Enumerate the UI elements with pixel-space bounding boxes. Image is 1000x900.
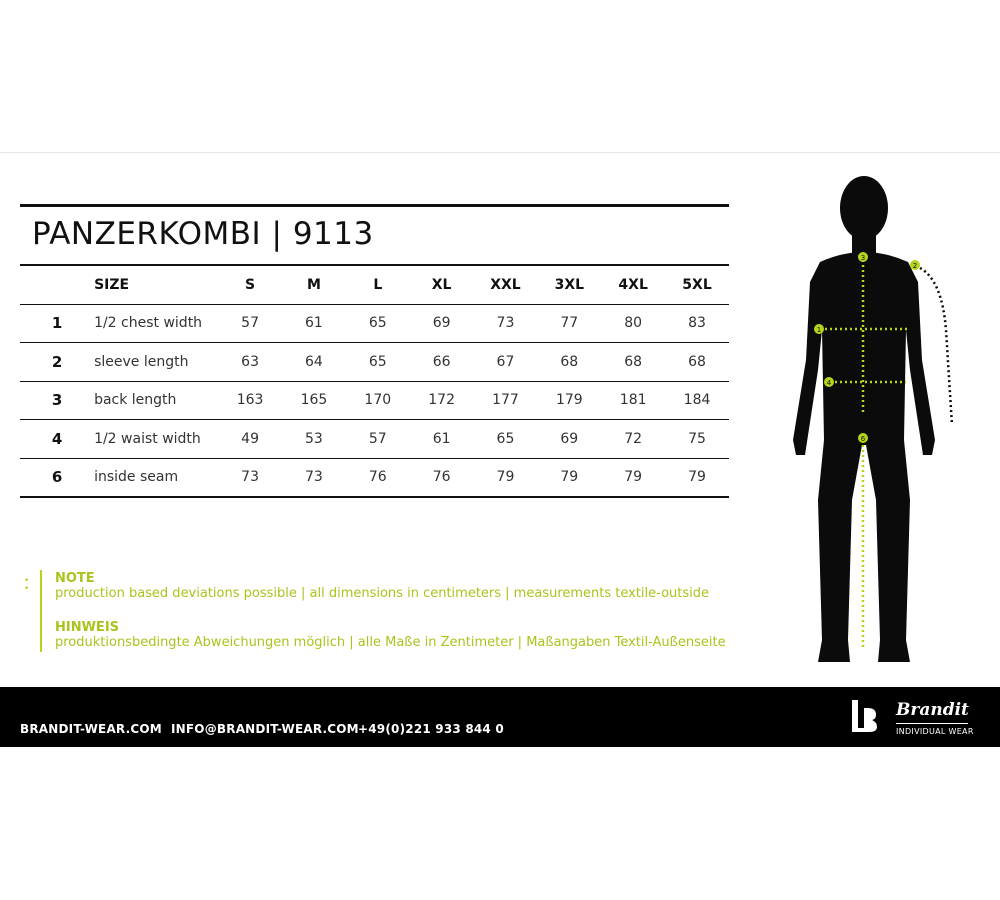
body-measurement-figure [760, 170, 980, 670]
marker-6-icon [858, 433, 868, 443]
row-label: back length [94, 381, 218, 420]
header-size: 3XL [537, 265, 601, 304]
table-cell: 73 [218, 458, 282, 497]
marker-label: 2 [912, 262, 918, 270]
row-label: 1/2 waist width [94, 420, 218, 459]
marker-label: 1 [816, 326, 822, 334]
table-cell: 49 [218, 420, 282, 459]
table-cell: 181 [601, 381, 665, 420]
table-cell: 165 [282, 381, 346, 420]
footer-phone: +49(0)221 933 844 0 [358, 722, 504, 736]
header-size: L [346, 265, 410, 304]
size-table [20, 264, 729, 498]
table-cell: 72 [601, 420, 665, 459]
table-cell: 79 [601, 458, 665, 497]
body-silhouette [793, 176, 935, 662]
table-cell: 57 [346, 420, 410, 459]
note-dots-icon: • • [24, 576, 30, 594]
note-accent-bar [40, 570, 42, 652]
table-row [20, 420, 729, 459]
header-size: 5XL [665, 265, 729, 304]
brand-logo-subtitle: INDIVIDUAL WEAR [896, 727, 974, 736]
page-title: PANZERKOMBI | 9113 [32, 216, 374, 252]
header-size: S [218, 265, 282, 304]
header-size: 4XL [601, 265, 665, 304]
table-cell: 184 [665, 381, 729, 420]
table-cell: 170 [346, 381, 410, 420]
table-cell: 66 [410, 343, 474, 382]
row-number: 4 [20, 420, 94, 459]
header-size: M [282, 265, 346, 304]
table-cell: 67 [474, 343, 538, 382]
table-cell: 80 [601, 304, 665, 343]
brand-logo-text: Brandit [896, 700, 969, 720]
footer-email-link[interactable]: INFO@BRANDIT-WEAR.COM [171, 722, 359, 736]
table-cell: 79 [474, 458, 538, 497]
marker-1-icon [814, 324, 824, 334]
marker-4-icon [824, 377, 834, 387]
table-cell: 65 [474, 420, 538, 459]
table-cell: 73 [474, 304, 538, 343]
table-cell: 179 [537, 381, 601, 420]
hinweis-heading: HINWEIS [55, 620, 120, 635]
marker-2-icon [910, 260, 920, 270]
marker-label: 3 [860, 254, 866, 262]
table-cell: 53 [282, 420, 346, 459]
table-cell: 76 [346, 458, 410, 497]
table-cell: 77 [537, 304, 601, 343]
table-cell: 68 [665, 343, 729, 382]
table-cell: 172 [410, 381, 474, 420]
table-cell: 63 [218, 343, 282, 382]
table-row [20, 343, 729, 382]
table-cell: 177 [474, 381, 538, 420]
marker-label: 6 [860, 435, 866, 443]
table-cell: 65 [346, 343, 410, 382]
table-row [20, 304, 729, 343]
table-cell: 73 [282, 458, 346, 497]
table-cell: 79 [537, 458, 601, 497]
brandit-logo-icon [850, 698, 878, 734]
table-cell: 65 [346, 304, 410, 343]
table-header-row [20, 265, 729, 304]
marker-label: 4 [826, 379, 832, 387]
header-size: XXL [474, 265, 538, 304]
logo-divider [896, 723, 968, 724]
table-cell: 64 [282, 343, 346, 382]
row-number: 1 [20, 304, 94, 343]
header-size-label: SIZE [94, 265, 218, 304]
footer-website-link[interactable]: BRANDIT-WEAR.COM [20, 722, 162, 736]
note-text: production based deviations possible | all dimensions in centimeters | measurements textile-outside [55, 586, 710, 601]
table-row [20, 458, 729, 497]
note-heading: NOTE [55, 571, 95, 586]
table-cell: 83 [665, 304, 729, 343]
hinweis-text: produktionsbedingte Abweichungen möglich | alle Maße in Zentimeter | Maßangaben Textil-Außenseite [55, 635, 726, 650]
table-cell: 79 [665, 458, 729, 497]
table-cell: 68 [537, 343, 601, 382]
header-num-cell [20, 265, 94, 304]
table-cell: 68 [601, 343, 665, 382]
table-cell: 69 [410, 304, 474, 343]
title-top-rule [20, 204, 729, 207]
table-cell: 69 [537, 420, 601, 459]
row-label: sleeve length [94, 343, 218, 382]
table-cell: 75 [665, 420, 729, 459]
table-cell: 76 [410, 458, 474, 497]
header-size: XL [410, 265, 474, 304]
marker-3-icon [858, 252, 868, 262]
row-number: 6 [20, 458, 94, 497]
table-cell: 163 [218, 381, 282, 420]
row-number: 2 [20, 343, 94, 382]
row-number: 3 [20, 381, 94, 420]
table-cell: 57 [218, 304, 282, 343]
table-cell: 61 [410, 420, 474, 459]
table-row [20, 381, 729, 420]
row-label: inside seam [94, 458, 218, 497]
row-label: 1/2 chest width [94, 304, 218, 343]
table-cell: 61 [282, 304, 346, 343]
